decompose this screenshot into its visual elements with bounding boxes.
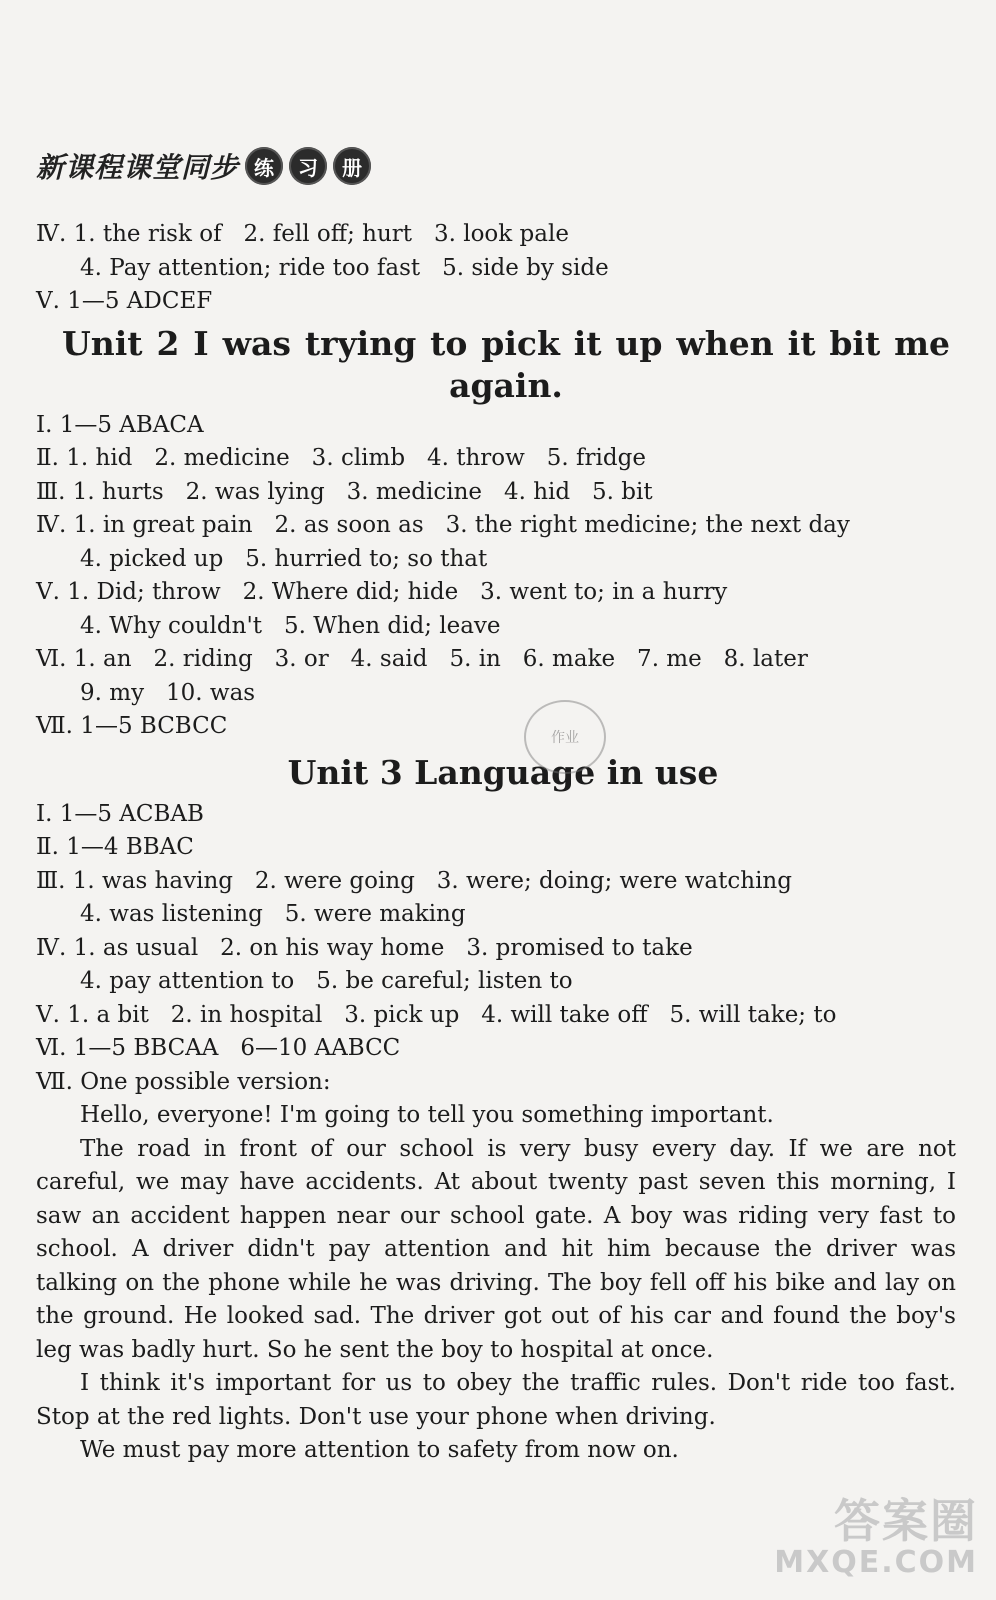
answer-line: Ⅳ. 1. as usual 2. on his way home 3. promised to take (36, 934, 693, 961)
answer-line: Ⅴ. 1. Did; throw 2. Where did; hide 3. went to; in a hurry (36, 579, 728, 605)
watermark-logo: 答案圈 (834, 1494, 978, 1548)
essay-paragraph: The road in front of our school is very busy every day. If we are not careful, we may have accidents. At about twenty past seven this morning, I saw an accident happen near our school gate. A boy was riding very fast to school. A driver didn't pay attention and hit him because the driver was talking on the phone while he was driving. The boy fell off his bike and lay on the ground. He looked sad. The driver got out of his car and found the boy's leg was badly hurt. So he sent the boy to hospital at once. (36, 1135, 956, 1363)
answer-line: Ⅶ. One possible version: (36, 1068, 331, 1095)
answer-line: Ⅶ. 1—5 BCBCC (36, 713, 228, 739)
answer-line: 4. pay attention to 5. be careful; listen to (80, 968, 573, 994)
badge-ce: 册 (333, 147, 371, 185)
stamp-text: 作业 (551, 730, 579, 746)
answer-line: Ⅰ. 1—5 ACBAB (36, 800, 204, 827)
badge-xi: 习 (289, 147, 327, 185)
essay-paragraph: We must pay more attention to safety from now on. (80, 1437, 679, 1463)
watermark (774, 1496, 978, 1580)
answer-line: Ⅵ. 1—5 BBCAA 6—10 AABCC (36, 1035, 401, 1061)
badge-lian: 练 (245, 147, 283, 185)
answer-line: 9. my 10. was (80, 679, 256, 706)
book-header (36, 146, 371, 186)
essay-paragraph: I think it's important for us to obey the traffic rules. Don't ride too fast. Stop at the red lights. Don't use your phone when driving. (36, 1370, 956, 1430)
answer-line: Ⅲ. 1. hurts 2. was lying 3. medicine 4. hid 5. bit (36, 478, 653, 505)
unit-3-title: Unit 3 Language in use (287, 752, 719, 792)
answer-line: Ⅰ. 1—5 ABACA (36, 411, 204, 438)
homework-stamp (524, 700, 606, 774)
essay-paragraph: Hello, everyone! I'm going to tell you something important. (80, 1102, 774, 1128)
answer-line: 4. was listening 5. were making (80, 901, 466, 927)
answer-line: 4. Pay attention; ride too fast 5. side by side (80, 254, 609, 281)
answer-line: Ⅲ. 1. was having 2. were going 3. were; doing; were watching (36, 867, 792, 894)
answer-line: Ⅳ. 1. in great pain 2. as soon as 3. the right medicine; the next day (36, 512, 850, 538)
answer-line: Ⅱ. 1—4 BBAC (36, 834, 194, 860)
answer-line: 4. Why couldn't 5. When did; leave (80, 612, 501, 639)
answer-line: Ⅴ. 1. a bit 2. in hospital 3. pick up 4. will take off 5. will take; to (36, 1001, 837, 1028)
watermark-url: MXQE.COM (774, 1545, 978, 1580)
unit-2-title: Unit 2 I was trying to pick it up when it bit me again. (62, 323, 950, 405)
answer-line: Ⅴ. 1—5 ADCEF (36, 288, 213, 314)
answer-content (36, 218, 956, 1468)
answer-line: Ⅵ. 1. an 2. riding 3. or 4. said 5. in 6. make 7. me 8. later (36, 646, 808, 672)
answer-line: Ⅳ. 1. the risk of 2. fell off; hurt 3. look pale (36, 221, 569, 247)
book-title: 新课程课堂同步 (36, 151, 240, 184)
answer-line: Ⅱ. 1. hid 2. medicine 3. climb 4. throw 5. fridge (36, 445, 646, 471)
answer-line: 4. picked up 5. hurried to; so that (80, 545, 488, 572)
